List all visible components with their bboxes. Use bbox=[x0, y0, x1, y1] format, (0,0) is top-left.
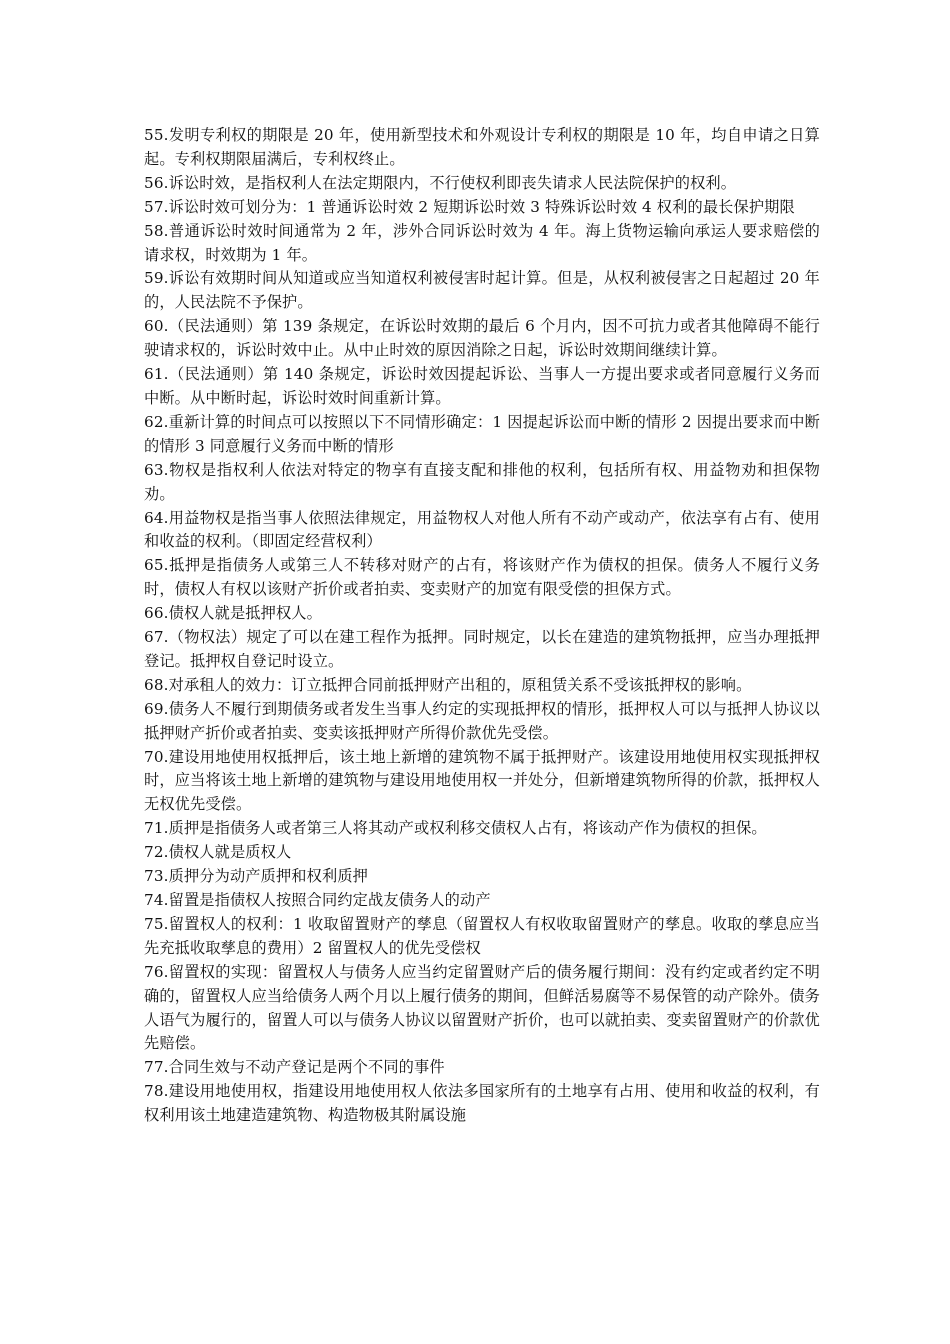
paragraph-67: 67.（物权法）规定了可以在建工程作为抵押。同时规定，以长在建造的建筑物抵押，应当办理抵押登记。抵押权自登记时设立。 bbox=[144, 628, 820, 670]
paragraph-61: 61.（民法通则）第 140 条规定，诉讼时效因提起诉讼、当事人一方提出要求或者同意履行义务而中断。从中断时起，诉讼时效时间重新计算。 bbox=[144, 365, 820, 407]
paragraph-69: 69.债务人不履行到期债务或者发生当事人约定的实现抵押权的情形，抵押权人可以与抵押人协议以抵押财产折价或者拍卖、变卖该抵押财产所得价款优先受偿。 bbox=[144, 699, 820, 742]
paragraph-63: 63.物权是指权利人依法对特定的物享有直接支配和排他的权利，包括所有权、用益物劝和担保物劝。 bbox=[144, 460, 820, 503]
paragraph-58: 58.普通诉讼时效时间通常为 2 年，涉外合同诉讼时效为 4 年。海上货物运输向承运人要求赔偿的请求权，时效期为 1 年。 bbox=[144, 221, 820, 264]
paragraph-71: 71.质押是指债务人或者第三人将其动产或权利移交债权人占有，将该动产作为债权的担保。 bbox=[144, 819, 767, 838]
paragraph-74: 74.留置是指债权人按照合同约定战友债务人的动产 bbox=[144, 891, 491, 909]
paragraph-75: 75.留置权人的权利：1 收取留置财产的孳息（留置权人有权收取留置财产的孳息。收取的孳息应当先充抵收取孳息的费用）2 留置权人的优先受偿权 bbox=[144, 914, 820, 957]
paragraph-76: 76.留置权的实现：留置权人与债务人应当约定留置财产后的债务履行期间：没有约定或者约定不明确的，留置权人应当给债务人两个月以上履行债务的期间，但鲜活易腐等不易保管的动产除外。债务人语气为履行的，留置人可以与债务人协议以留置财产折价，也可以就拍卖、变卖留置财产的价款优先赔偿。 bbox=[144, 962, 820, 1053]
paragraph-64: 64.用益物权是指当事人依照法律规定，用益物权人对他人所有不动产或动产，依法享有占有、使用和收益的权利。（即固定经营权利） bbox=[144, 508, 820, 551]
paragraph-73: 73.质押分为动产质押和权利质押 bbox=[144, 867, 368, 886]
paragraph-62: 62.重新计算的时间点可以按照以下不同情形确定：1 因提起诉讼而中断的情形 2 因提出要求而中断的情形 3 同意履行义务而中断的情形 bbox=[144, 412, 820, 455]
paragraph-65: 65.抵押是指债务人或第三人不转移对财产的占有，将该财产作为债权的担保。债务人不履行义务时，债权人有权以该财产折价或者拍卖、变卖财产的加宽有限受偿的担保方式。 bbox=[144, 556, 820, 599]
paragraph-59: 59.诉讼有效期时间从知道或应当知道权利被侵害时起计算。但是，从权利被侵害之日起超过 20 年的，人民法院不予保护。 bbox=[144, 269, 820, 312]
paragraph-66: 66.债权人就是抵押权人。 bbox=[144, 604, 322, 623]
paragraph-72: 72.债权人就是质权人 bbox=[144, 843, 292, 862]
paragraph-60: 60.（民法通则）第 139 条规定，在诉讼时效期的最后 6 个月内，因不可抗力或者其他障碍不能行驶请求权的，诉讼时效中止。从中止时效的原因消除之日起，诉讼时效期间继续计算。 bbox=[144, 317, 820, 360]
paragraph-55: 55.发明专利权的期限是 20 年，使用新型技术和外观设计专利权的期限是 10 年，均自申请之日算起。专利权期限届满后，专利权终止。 bbox=[144, 126, 820, 168]
paragraph-56: 56.诉讼时效，是指权利人在法定期限内，不行使权利即丧失请求人民法院保护的权利。 bbox=[144, 173, 737, 192]
paragraph-57: 57.诉讼时效可划分为：1 普通诉讼时效 2 短期诉讼时效 3 特殊诉讼时效 4 权利的最长保护期限 bbox=[144, 197, 795, 216]
paragraph-70: 70.建设用地使用权抵押后，该土地上新增的建筑物不属于抵押财产。该建设用地使用权实现抵押权时，应当将该土地上新增的建筑物与建设用地使用权一并处分，但新增建筑物所得的价款，抵押权人无权优先受偿。 bbox=[144, 747, 820, 814]
paragraph-77: 77.合同生效与不动产登记是两个不同的事件 bbox=[144, 1058, 445, 1077]
paragraph-68: 68.对承租人的效力：订立抵押合同前抵押财产出租的，原租赁关系不受该抵押权的影响。 bbox=[144, 675, 752, 694]
paragraph-78: 78.建设用地使用权，指建设用地使用权人依法多国家所有的土地享有占用、使用和收益的权利，有权利用该土地建造建筑物、构造物极其附属设施 bbox=[144, 1082, 820, 1125]
document-body bbox=[144, 124, 820, 1128]
